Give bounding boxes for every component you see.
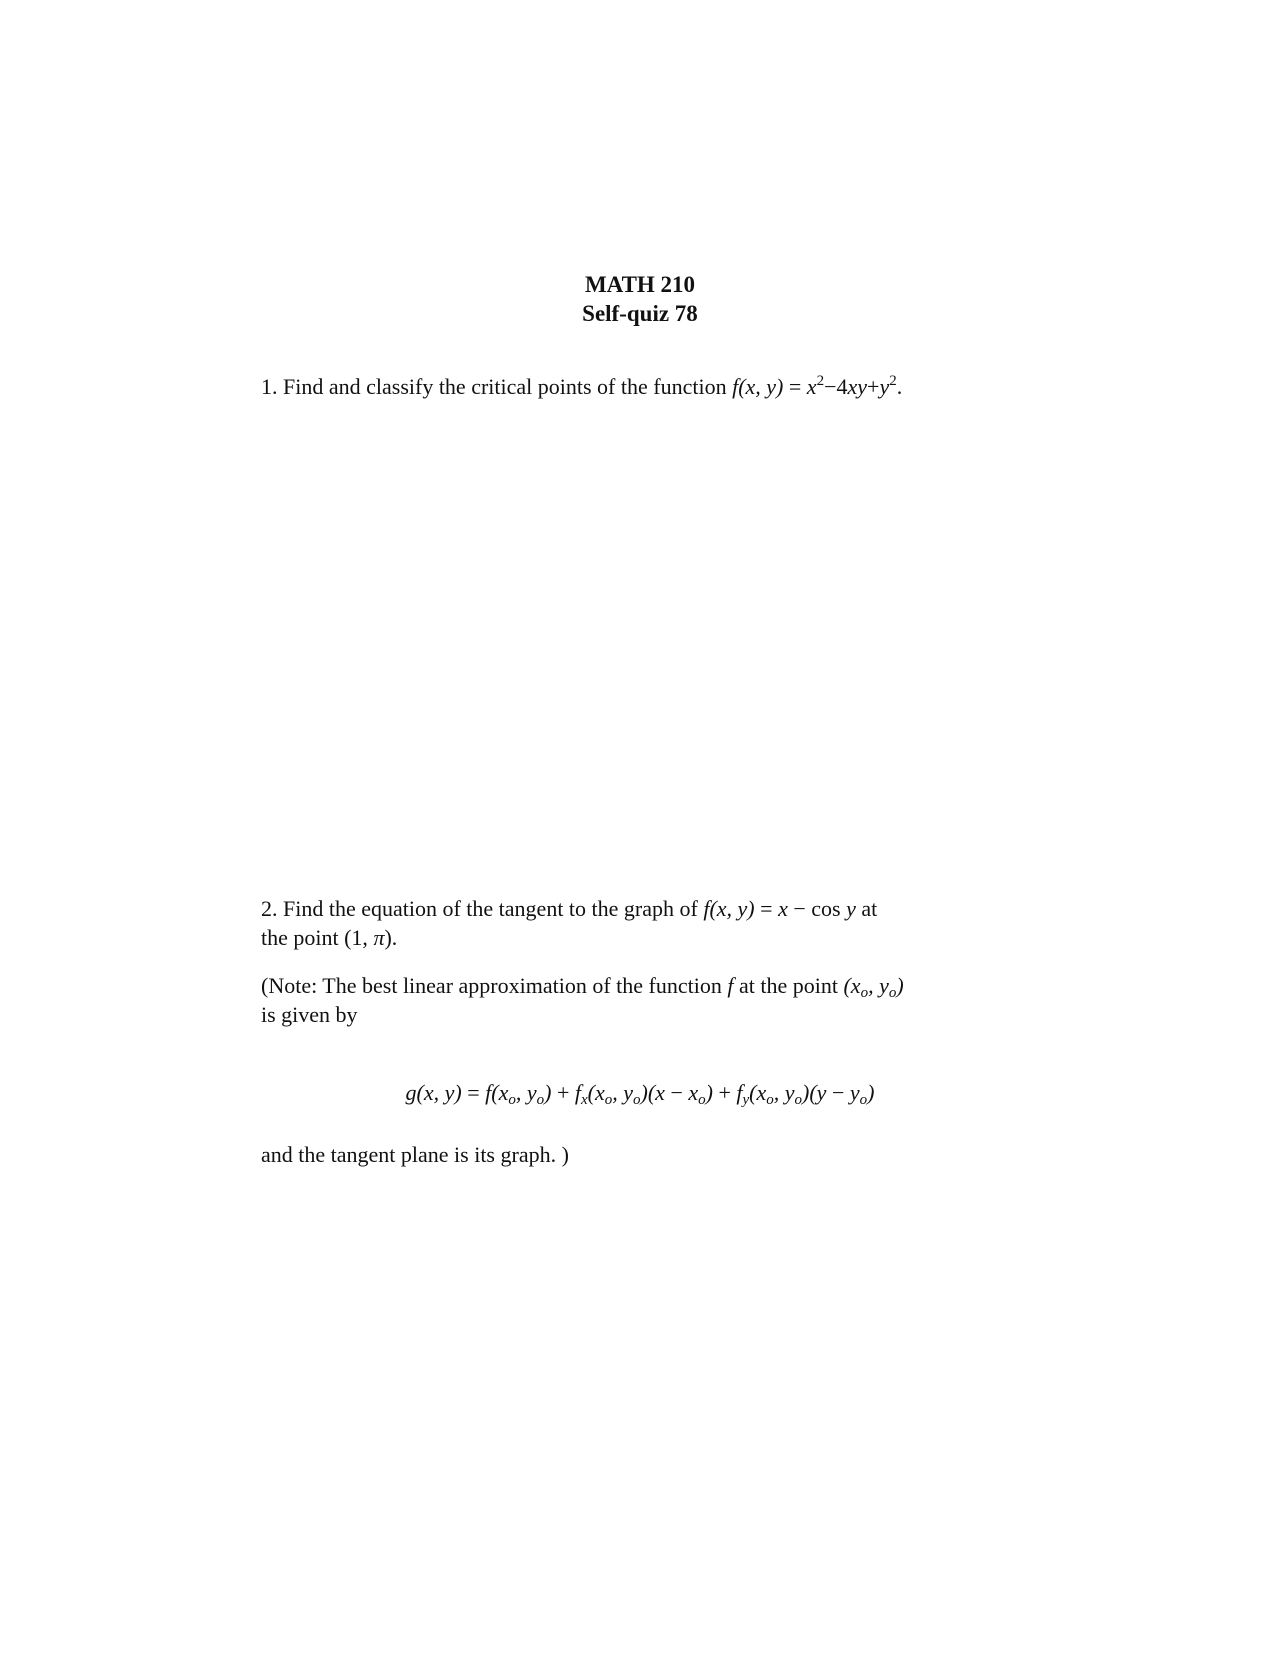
- note-f: f: [727, 973, 734, 998]
- note-mid: at the point: [738, 973, 838, 998]
- problem-2-text-after: at: [861, 896, 878, 921]
- document-header: [0, 270, 1280, 328]
- problem-2-number: 2.: [261, 896, 278, 921]
- problem-1-formula: f(x, $y) = x^2-4xy+y^2$.: [732, 373, 903, 399]
- closing-text: and the tangent plane is its graph. ): [261, 1142, 569, 1167]
- problem-1: [261, 372, 1013, 401]
- note-line2: is given by: [261, 1002, 358, 1027]
- linear-approximation-equation: g(x, $y) = f(x_o$, $y_o) + f_x(x_o$, $y_o)(x - x_o) + f_y(x_o$, $y_o)(y - y_o)$: [405, 1080, 875, 1108]
- problem-2-formula: f(x, y) = x − cos y: [703, 896, 856, 921]
- note-point: ($x_o$, $y_o$): [843, 973, 904, 1001]
- problem-2: [261, 894, 1013, 952]
- note-line1: (Note: The best linear approximation of the function: [261, 973, 722, 998]
- note-paragraph: [261, 971, 1013, 1029]
- problem-1-text: Find and classify the critical points of the function: [283, 374, 727, 399]
- quiz-title: Self-quiz 78: [582, 301, 698, 326]
- course-title: MATH 210: [584, 272, 696, 297]
- problem-2-text: Find the equation of the tangent to the graph of: [283, 896, 698, 921]
- problem-1-number: 1.: [261, 374, 278, 399]
- problem-2-line2: the point (1, π).: [261, 925, 398, 950]
